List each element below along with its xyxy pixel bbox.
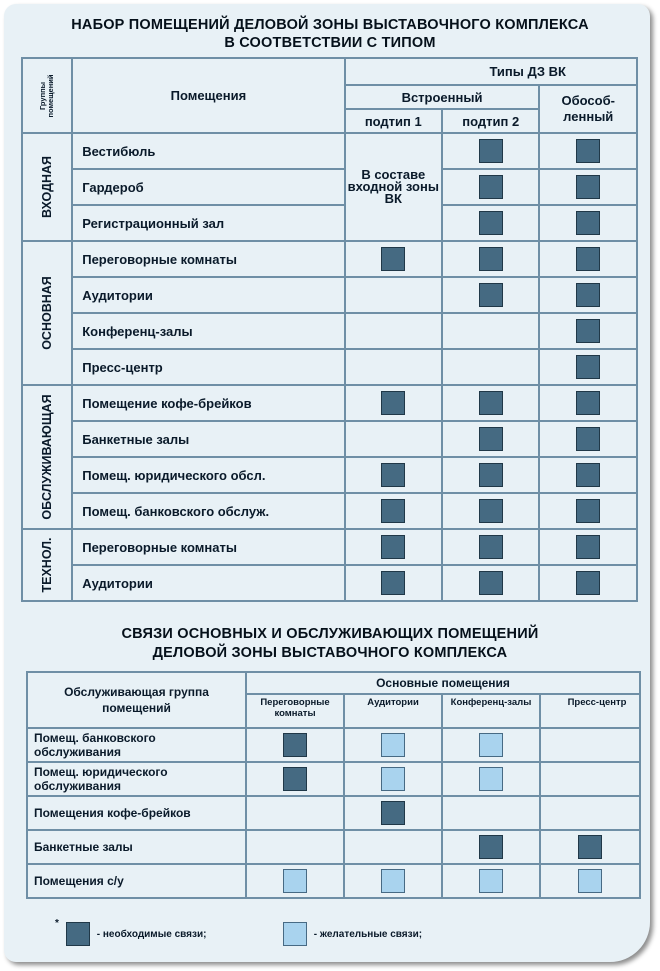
group-cell (22, 133, 72, 241)
room-row (22, 313, 637, 349)
link-cell (344, 830, 442, 864)
separate-mark (576, 319, 600, 343)
subtype2-mark-cell (442, 565, 539, 601)
header-groups-label: Группы помещений (38, 74, 56, 117)
header-subtype2: подтип 2 (442, 109, 539, 133)
link-cell (442, 728, 540, 762)
separate-mark (576, 535, 600, 559)
link-cell (246, 728, 344, 762)
legend-required-label: - необходимые связи; (96, 928, 207, 940)
separate-mark (576, 139, 600, 163)
service-room-label: Банкетные залы (27, 830, 246, 864)
room-links-body (27, 728, 640, 898)
legend-desired (283, 922, 422, 946)
service-room-label: Помещ. банковского обслуживания (27, 728, 246, 762)
separate-mark (576, 175, 600, 199)
room-label: Пресс-центр (72, 349, 344, 385)
link-cell (246, 762, 344, 796)
subtype2-mark-cell (442, 133, 539, 169)
subtype2-mark (479, 499, 503, 523)
subtype1-mark-cell (345, 313, 442, 349)
room-label: Вестибюль (72, 133, 344, 169)
separate-mark-cell (539, 241, 637, 277)
separate-mark-cell (539, 205, 637, 241)
room-label: Регистрационный зал (72, 205, 344, 241)
separate-mark (576, 427, 600, 451)
room-label: Помещение кофе-брейков (72, 385, 344, 421)
separate-mark (576, 355, 600, 379)
subtype1-mark (381, 247, 405, 271)
subtype2-mark-cell (442, 493, 539, 529)
room-row (22, 493, 637, 529)
link-cell (442, 796, 540, 830)
room-row (22, 457, 637, 493)
entrance-zone-note: В составе входной зоны ВК (345, 133, 442, 241)
separate-mark (576, 283, 600, 307)
table1-title-line2: В СООТВЕТСТВИИ С ТИПОМ (224, 35, 436, 51)
subtype1-mark-cell (345, 529, 442, 565)
required-link-mark (479, 835, 503, 859)
group-label: ТЕХНОЛ. (40, 537, 55, 593)
legend-star: * (55, 918, 59, 929)
required-link-mark (283, 767, 307, 791)
link-cell (442, 864, 540, 898)
separate-mark-cell (539, 565, 637, 601)
subtype1-mark (381, 571, 405, 595)
link-cell (442, 830, 540, 864)
separate-mark-cell (539, 457, 637, 493)
subheader-conference: Конференц-залы (442, 694, 540, 728)
desired-link-mark (479, 869, 503, 893)
subtype2-mark-cell (442, 529, 539, 565)
separate-mark-cell (539, 133, 637, 169)
desired-link-mark (578, 869, 602, 893)
legend-desired-label: - желательные связи; (313, 928, 423, 940)
link-cell (344, 762, 442, 796)
link-row (27, 830, 640, 864)
subtype1-mark-cell (345, 565, 442, 601)
link-cell (540, 796, 640, 830)
link-cell (246, 864, 344, 898)
header-types: Типы ДЗ ВК (345, 58, 637, 85)
service-room-label: Помещения с/у (27, 864, 246, 898)
required-link-mark (381, 801, 405, 825)
room-row (22, 385, 637, 421)
subtype2-mark-cell (442, 169, 539, 205)
legend-required (66, 922, 206, 946)
link-cell (540, 864, 640, 898)
header-separate: Обособ-ленный (539, 85, 637, 133)
room-row (22, 421, 637, 457)
subtype1-mark-cell (345, 493, 442, 529)
separate-mark-cell (539, 277, 637, 313)
link-cell (540, 728, 640, 762)
subtype2-mark-cell (442, 349, 539, 385)
subtype2-mark-cell (442, 277, 539, 313)
subheader-press-center: Пресс-центр (540, 694, 640, 728)
subtype1-mark (381, 499, 405, 523)
table2-title-line1: СВЯЗИ ОСНОВНЫХ И ОБСЛУЖИВАЮЩИХ ПОМЕЩЕНИЙ (121, 626, 539, 642)
subtype2-mark (479, 427, 503, 451)
subheader-negotiation: Переговорные комнаты (246, 694, 344, 728)
separate-mark-cell (539, 313, 637, 349)
subtype2-mark-cell (442, 421, 539, 457)
service-room-label: Помещения кофе-брейков (27, 796, 246, 830)
subtype1-mark (381, 535, 405, 559)
separate-mark-cell (539, 493, 637, 529)
separate-mark-cell (539, 169, 637, 205)
subtype2-mark (479, 139, 503, 163)
separate-mark (576, 391, 600, 415)
room-row (22, 277, 637, 313)
separate-mark-cell (539, 421, 637, 457)
link-cell (540, 762, 640, 796)
link-cell (344, 796, 442, 830)
separate-mark-cell (539, 349, 637, 385)
group-cell (22, 241, 72, 385)
subtype2-mark-cell (442, 241, 539, 277)
header-rooms: Помещения (72, 58, 344, 133)
room-label: Помещ. банковского обслуж. (72, 493, 344, 529)
header-subtype1: подтип 1 (345, 109, 442, 133)
group-cell (22, 529, 72, 601)
legend-required-swatch (66, 922, 90, 946)
subtype2-mark (479, 247, 503, 271)
subtype1-mark-cell (345, 349, 442, 385)
service-room-label: Помещ. юридического обслуживания (27, 762, 246, 796)
subtype1-mark-cell (345, 457, 442, 493)
room-row (22, 241, 637, 277)
header-built: Встроенный (345, 85, 540, 109)
room-label: Аудитории (72, 565, 344, 601)
separate-mark (576, 463, 600, 487)
link-row (27, 728, 640, 762)
subtype2-mark-cell (442, 385, 539, 421)
link-cell (246, 796, 344, 830)
subtype1-mark (381, 391, 405, 415)
subheader-auditoriums: Аудитории (344, 694, 442, 728)
room-row (22, 349, 637, 385)
room-row (22, 529, 637, 565)
separate-mark (576, 247, 600, 271)
separate-mark (576, 571, 600, 595)
desired-link-mark (381, 869, 405, 893)
subtype1-mark-cell (345, 241, 442, 277)
room-label: Гардероб (72, 169, 344, 205)
subtype2-mark (479, 175, 503, 199)
subtype2-mark (479, 391, 503, 415)
desired-link-mark (479, 767, 503, 791)
room-row (22, 169, 637, 205)
link-row (27, 762, 640, 796)
desired-link-mark (381, 767, 405, 791)
subtype2-mark (479, 211, 503, 235)
desired-link-mark (479, 733, 503, 757)
subtype2-mark (479, 571, 503, 595)
room-label: Переговорные комнаты (72, 241, 344, 277)
room-set-body (22, 133, 637, 601)
subtype2-mark (479, 535, 503, 559)
link-cell (540, 830, 640, 864)
legend-desired-swatch (283, 922, 307, 946)
header-service-group: Обслуживающая группа помещений (27, 672, 246, 728)
subtype2-mark-cell (442, 457, 539, 493)
link-cell (344, 728, 442, 762)
link-cell (442, 762, 540, 796)
subtype1-mark-cell (345, 385, 442, 421)
room-row (22, 133, 637, 169)
group-label: ВХОДНАЯ (40, 155, 55, 219)
room-set-table (21, 57, 638, 602)
subtype2-mark-cell (442, 313, 539, 349)
group-cell (22, 385, 72, 529)
separate-mark (576, 211, 600, 235)
subtype1-mark (381, 463, 405, 487)
room-row (22, 565, 637, 601)
link-cell (344, 864, 442, 898)
room-label: Аудитории (72, 277, 344, 313)
link-cell (246, 830, 344, 864)
room-row (22, 205, 637, 241)
header-main-rooms: Основные помещения (246, 672, 640, 694)
table2-title-line2: ДЕЛОВОЙ ЗОНЫ ВЫСТАВОЧНОГО КОМПЛЕКСА (152, 645, 508, 661)
room-label: Банкетные залы (72, 421, 344, 457)
room-links-table (26, 671, 641, 899)
separate-mark-cell (539, 385, 637, 421)
subtype1-mark-cell (345, 421, 442, 457)
group-label: ОСНОВНАЯ (40, 276, 55, 350)
subtype2-mark-cell (442, 205, 539, 241)
required-link-mark (578, 835, 602, 859)
link-row (27, 864, 640, 898)
subtype2-mark (479, 463, 503, 487)
header-groups (22, 58, 72, 133)
room-label: Помещ. юридического обсл. (72, 457, 344, 493)
desired-link-mark (381, 733, 405, 757)
link-row (27, 796, 640, 830)
group-label: ОБСЛУЖИВАЮЩАЯ (40, 394, 55, 520)
separate-mark (576, 499, 600, 523)
subtype2-mark (479, 283, 503, 307)
required-link-mark (283, 733, 307, 757)
room-label: Конференц-залы (72, 313, 344, 349)
room-label: Переговорные комнаты (72, 529, 344, 565)
desired-link-mark (283, 869, 307, 893)
table1-title-line1: НАБОР ПОМЕЩЕНИЙ ДЕЛОВОЙ ЗОНЫ ВЫСТАВОЧНОГО КОМПЛЕКСА (71, 17, 589, 33)
separate-mark-cell (539, 529, 637, 565)
subtype1-mark-cell (345, 277, 442, 313)
